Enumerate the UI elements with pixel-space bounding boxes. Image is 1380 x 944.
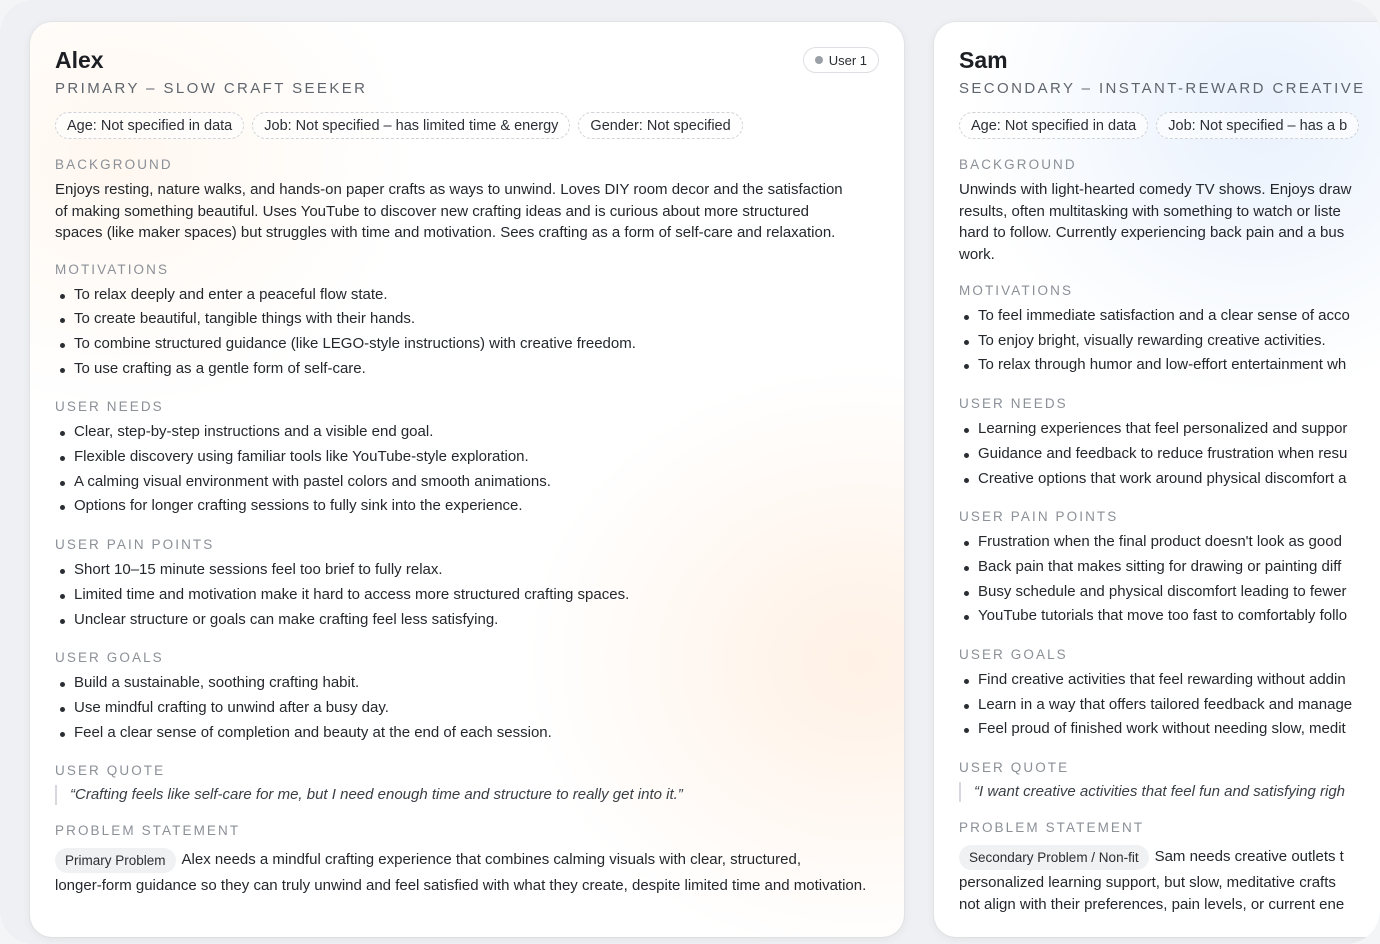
background-line: results, often multitasking with something to watch or liste [959, 202, 1341, 220]
problem-text-line: Sam needs creative outlets t [1154, 848, 1344, 866]
section-title-quote: USER QUOTE [959, 760, 1070, 776]
chip-age: Age: Not specified in data [55, 112, 244, 139]
background-text: Enjoys resting, nature walks, and hands-on paper crafts as ways to unwind. Loves DIY room decor and the satisfaction of making something beautiful. Uses YouTube to discover new crafting ideas and is curious about more structured spaces (like maker spaces) but struggles with time and motivation. Sees crafting as a form of self-care and relaxation. [55, 181, 843, 241]
status-dot-icon [815, 56, 823, 64]
section-title-problem: PROBLEM STATEMENT [959, 820, 1145, 836]
list-item: Limited time and motivation make it hard to access more structured crafting spaces. [55, 583, 879, 608]
list-item: Short 10–15 minute sessions feel too brief to fully relax. [55, 558, 879, 583]
problem-tag: Secondary Problem / Non-fit [959, 845, 1149, 870]
chip-job: Job: Not specified – has limited time & energy [252, 112, 570, 139]
user-quote: “Crafting feels like self-care for me, but I need enough time and structure to really get into it.” [55, 785, 879, 805]
list-item: Find creative activities that feel rewarding without addin [959, 668, 1379, 693]
section-title-motivations: MOTIVATIONS [959, 283, 1074, 298]
list-item: Use mindful crafting to unwind after a busy day. [55, 696, 879, 721]
list-item: To relax through humor and low-effort entertainment wh [959, 353, 1379, 378]
user-badge[interactable] [803, 47, 879, 73]
section-title-pain-points: USER PAIN POINTS [55, 537, 215, 553]
chip-gender: Gender: Not specified [578, 112, 742, 139]
motivations-list [55, 283, 879, 382]
persona-card-sam [934, 22, 1380, 937]
chip-age: Age: Not specified in data [959, 112, 1148, 139]
list-item: To use crafting as a gentle form of self-care. [55, 357, 879, 382]
list-item: Learning experiences that feel personalized and suppor [959, 417, 1379, 442]
persona-role: SECONDARY – INSTANT-REWARD CREATIVE [959, 80, 1366, 97]
section-title-goals: USER GOALS [55, 650, 164, 666]
list-item: Feel proud of finished work without needing slow, medit [959, 717, 1379, 742]
problem-text-line: Alex needs a mindful crafting experience that combines calming visuals with clear, structured, [181, 851, 801, 869]
list-item: Guidance and feedback to reduce frustration when resu [959, 442, 1379, 467]
list-item: Flexible discovery using familiar tools like YouTube-style exploration. [55, 445, 879, 470]
list-item: Build a sustainable, soothing crafting habit. [55, 671, 879, 696]
demographic-chips [959, 112, 1379, 139]
problem-text-line: not align with their preferences, pain levels, or current ene [959, 896, 1345, 914]
pain-points-list [959, 530, 1379, 629]
problem-statement [959, 842, 1379, 916]
persona-role: PRIMARY – SLOW CRAFT SEEKER [55, 80, 368, 97]
user-badge-label: User 1 [828, 52, 867, 68]
section-title-goals: USER GOALS [959, 647, 1068, 663]
background-line: Unwinds with light-hearted comedy TV shows. Enjoys draw [959, 181, 1352, 198]
list-item: Options for longer crafting sessions to fully sink into the experience. [55, 494, 879, 519]
list-item: To combine structured guidance (like LEGO-style instructions) with creative freedom. [55, 332, 879, 357]
background-text [959, 179, 1379, 265]
needs-list [55, 420, 879, 519]
goals-list [959, 668, 1379, 742]
problem-text-line: personalized learning support, but slow, meditative crafts [959, 874, 1336, 892]
list-item: Unclear structure or goals can make crafting feel less satisfying. [55, 608, 879, 633]
section-title-needs: USER NEEDS [55, 399, 164, 415]
background-line: work. [959, 245, 995, 263]
list-item: YouTube tutorials that move too fast to comfortably follo [959, 604, 1379, 629]
section-title-pain-points: USER PAIN POINTS [959, 509, 1119, 525]
chip-job: Job: Not specified – has a b [1156, 112, 1359, 139]
list-item: A calming visual environment with pastel colors and smooth animations. [55, 470, 879, 495]
demographic-chips [55, 112, 879, 139]
list-item: To create beautiful, tangible things with their hands. [55, 307, 879, 332]
pain-points-list [55, 558, 879, 632]
list-item: Frustration when the final product doesn't look as good [959, 530, 1379, 555]
section-title-background: BACKGROUND [55, 157, 173, 172]
motivations-list [959, 304, 1379, 378]
list-item: To feel immediate satisfaction and a clear sense of acco [959, 304, 1379, 329]
persona-name: Alex [55, 47, 104, 73]
persona-name: Sam [959, 47, 1008, 73]
needs-list [959, 417, 1379, 491]
list-item: Back pain that makes sitting for drawing or painting diff [959, 555, 1379, 580]
problem-tag: Primary Problem [55, 848, 176, 873]
persona-card-alex [30, 22, 904, 937]
list-item: To relax deeply and enter a peaceful flow state. [55, 283, 879, 308]
section-title-background: BACKGROUND [959, 157, 1077, 172]
user-quote: “I want creative activities that feel fun and satisfying righ [959, 782, 1379, 802]
section-title-motivations: MOTIVATIONS [55, 261, 170, 277]
section-title-problem: PROBLEM STATEMENT [55, 823, 241, 839]
list-item: Feel a clear sense of completion and beauty at the end of each session. [55, 721, 879, 746]
list-item: Learn in a way that offers tailored feedback and manage [959, 693, 1379, 718]
section-title-quote: USER QUOTE [55, 763, 166, 779]
list-item: Clear, step-by-step instructions and a visible end goal. [55, 420, 879, 445]
goals-list [55, 671, 879, 745]
problem-statement [55, 845, 879, 897]
problem-text-rest: longer-form guidance so they can truly unwind and feel satisfied with what they create, despite limited time and motivation. [55, 877, 867, 895]
background-line: hard to follow. Currently experiencing back pain and a bus [959, 224, 1345, 241]
list-item: Busy schedule and physical discomfort leading to fewer [959, 580, 1379, 605]
list-item: To enjoy bright, visually rewarding creative activities. [959, 329, 1379, 354]
list-item: Creative options that work around physical discomfort a [959, 467, 1379, 492]
section-title-needs: USER NEEDS [959, 396, 1068, 412]
